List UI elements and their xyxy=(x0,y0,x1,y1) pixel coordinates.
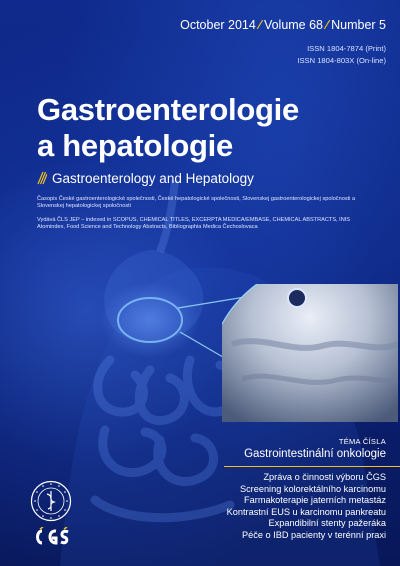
journal-title-line2: a hepatologie xyxy=(37,128,233,163)
indexing-info: Vydává ČLS JEP – indexed in SCOPUS, CHEMICAL TITLES, EXCERPTA MEDICA/EMBASE, CHEMICAL ABSTRACTS, INIS Atomindex, Food Science and Technology Abstracts, Bibliographia Medica Čechoslovaca xyxy=(37,217,351,230)
journal-title-line1: Gastroenterologie xyxy=(37,92,299,127)
article-item: Péče o IBD pacienty v terénní praxi xyxy=(241,529,386,540)
issn-online: ISSN 1804-803X (On-line) xyxy=(297,56,386,65)
stripes-icon xyxy=(37,171,47,185)
theme-divider xyxy=(224,466,400,467)
issue-volume: Volume 68 xyxy=(263,18,324,32)
article-item: Kontrastní EUS u karcinomu pankreatu xyxy=(226,506,386,517)
issn-print: ISSN 1804-7874 (Print) xyxy=(307,44,386,53)
journal-title xyxy=(37,92,377,164)
english-title: Gastroenterology and Hepatology xyxy=(52,170,254,186)
issue-number: Number 5 xyxy=(331,18,386,32)
issue-date: October 2014 xyxy=(180,18,256,32)
article-list xyxy=(227,472,386,541)
article-item: Farmakoterapie jaterních metastáz xyxy=(244,495,386,505)
issue-separator: ⁄ xyxy=(326,18,329,32)
cgs-logo-icon xyxy=(34,527,70,547)
theme-label: TÉMA ČÍSLA xyxy=(338,437,386,446)
issue-separator: ⁄ xyxy=(258,18,261,32)
journal-info: Časopis České gastroenterologické společnosti, České hepatologické společnosti, Slovenskej gastroenterologickej spoločnosti a Slovenskej hepatologickej spoločnosti xyxy=(37,196,356,209)
issue-line xyxy=(180,18,386,32)
theme-title: Gastrointestinální onkologie xyxy=(244,448,386,460)
society-seal-icon xyxy=(30,480,72,522)
endoscopy-image xyxy=(222,284,398,422)
article-item: Expandibilní stenty pažeráka xyxy=(268,518,386,528)
article-item: Screening kolorektálního karcinomu xyxy=(239,483,386,494)
article-item: Zpráva o činnosti výboru ČGS xyxy=(263,472,386,482)
english-title-row xyxy=(37,168,254,188)
